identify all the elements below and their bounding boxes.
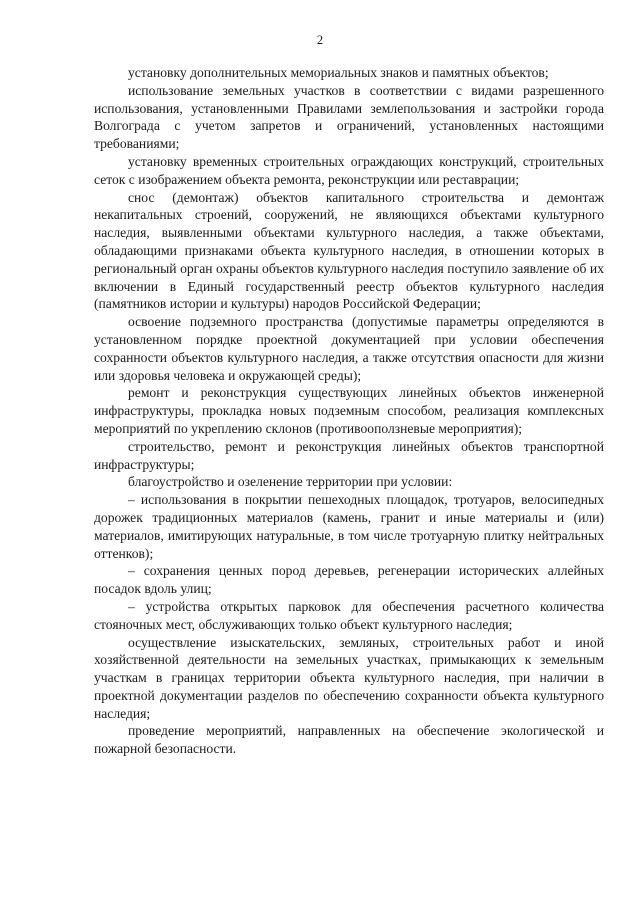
document-body	[94, 64, 604, 758]
list-item-open-parking: – устройства открытых парковок для обеспечения расчетного количества стояночных мест, обслуживающих только объект культурного наследия;	[94, 598, 604, 632]
paragraph-transport-infrastructure: строительство, ремонт и реконструкция линейных объектов транспортной инфраструктуры;	[94, 438, 604, 472]
paragraph-underground-space: освоение подземного пространства (допустимые параметры определяются в установленном порядке проектной документацией при условии обеспечения сохранности объектов культурного наследия, а также отсутствия опасности для жизни или здоровья человека и окружающей среды);	[94, 314, 604, 383]
paragraph-temporary-fences: установку временных строительных ограждающих конструкций, строительных сеток с изображением объекта ремонта, реконструкции или реставрации;	[94, 153, 604, 187]
list-item-paving-materials: – использования в покрытии пешеходных площадок, тротуаров, велосипедных дорожек традиционных материалов (камень, гранит и иные материалы и (или) материалов, имитирующих натуральные, в том числе тротуарную плитку нейтральных оттенков);	[94, 492, 604, 561]
paragraph-demolition: снос (демонтаж) объектов капитального строительства и демонтаж некапитальных строений, сооружений, не являющихся объектами культурного наследия, выявленными объектами культурного наследия, а также объектами, обладающими признаками объекта культурного наследия, в отношении которых в региональный орган охраны объектов культурного наследия поступило заявление об их включении в Единый государственный реестр объектов культурного наследия (памятников истории и культуры) народов Российской Федерации;	[94, 189, 604, 312]
paragraph-landscaping: благоустройство и озеленение территории при условии:	[128, 474, 453, 490]
list-item-tree-preservation: – сохранения ценных пород деревьев, регенерации исторических аллейных посадок вдоль улиц;	[94, 563, 604, 597]
paragraph-land-use: использование земельных участков в соответствии с видами разрешенного использования, установленными Правилами землепользования и застройки города Волгограда с учетом запретов и ограничений, установленных настоящими требованиями;	[94, 82, 604, 152]
paragraph-memorial-signs: установку дополнительных мемориальных знаков и памятных объектов;	[128, 65, 549, 80]
paragraph-engineering-infrastructure: ремонт и реконструкция существующих линейных объектов инженерной инфраструктуры, прокладка новых подземным способом, реализация комплексных мероприятий по укреплению склонов (противооползневые мероприятия);	[94, 385, 604, 436]
page-number: 2	[316, 33, 324, 47]
paragraph-survey-works: осуществление изыскательских, земляных, строительных работ и иной хозяйственной деятельности на земельных участках, примыкающих к земельным участкам в границах территории объекта культурного наследия, при наличии в проектной документации разделов по обеспечению сохранности объекта культурного наследия;	[94, 634, 604, 721]
paragraph-ecological-fire-safety: проведение мероприятий, направленных на обеспечение экологической и пожарной безопасности.	[94, 723, 604, 757]
